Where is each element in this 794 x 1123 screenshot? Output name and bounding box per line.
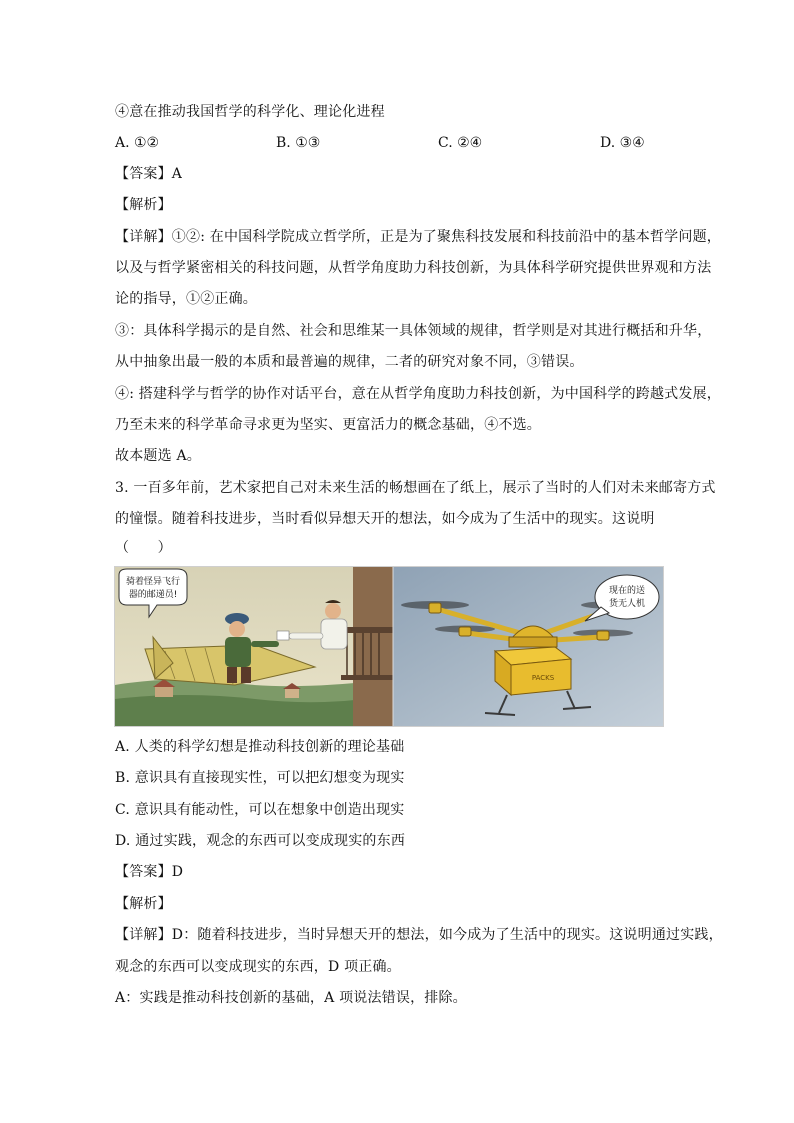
detail-paragraph: 乃至未来的科学革命寻求更为坚实、更富活力的概念基础，④不选。	[115, 417, 541, 433]
package-label: PACKS	[531, 674, 555, 682]
postman-body	[225, 637, 251, 667]
choice-c: C. ②④	[438, 135, 483, 151]
choice-d: D. 通过实践，观念的东西可以变成现实的东西	[115, 833, 406, 849]
detail-paragraph: 【详解】D：随着科技进步，当时异想天开的想法，如今成为了生活中的现实。这说明通过实践，	[115, 927, 723, 943]
question-3-figure	[114, 566, 664, 727]
letter	[277, 631, 289, 640]
figure-illustration	[115, 567, 663, 726]
right-bubble-text: 货无人机	[608, 599, 646, 609]
detail-paragraph: A：实践是推动科技创新的基础，A 项说法错误，排除。	[115, 990, 467, 1006]
detail-paragraph: 观念的东西可以变成现实的东西，D 项正确。	[115, 959, 401, 975]
building	[353, 567, 393, 726]
detail-paragraph: ③：具体科学揭示的是自然、社会和思维某一具体领域的规律，哲学则是对其进行概括和升华，	[115, 323, 712, 339]
conclusion-text: 故本题选 A。	[115, 448, 201, 464]
choice-a: A. 人类的科学幻想是推动科技创新的理论基础	[115, 739, 405, 755]
choice-b: B. 意识具有直接现实性，可以把幻想变为现实	[115, 770, 405, 786]
detail-paragraph: ④: 搭建科学与哲学的协作对话平台，意在从哲学角度助力科技创新，为中国科学的跨越式发展，	[115, 386, 721, 402]
recipient-body	[321, 619, 347, 649]
detail-paragraph: 论的指导，①②正确。	[115, 291, 257, 307]
choice-d: D. ③④	[600, 135, 645, 151]
analysis-label: 【解析】	[115, 896, 172, 912]
question-3-stem: 3. 一百多年前，艺术家把自己对未来生活的畅想画在了纸上，展示了当时的人们对未来邮寄方式	[115, 480, 716, 496]
analysis-label: 【解析】	[115, 197, 172, 213]
detail-paragraph: 【详解】①②: 在中国科学院成立哲学所，正是为了聚焦科技发展和科技前沿中的基本哲学问题，	[115, 229, 721, 245]
choice-a: A. ①②	[115, 135, 160, 151]
left-bubble-text: 器的邮递员!	[128, 590, 178, 600]
detail-paragraph: 从中抽象出最一般的本质和最普遍的规律，二者的研究对象不同，③错误。	[115, 354, 584, 370]
question-3-stem: 的憧憬。随着科技进步，当时看似异想天开的想法，如今成为了生活中的现实。这说明	[115, 511, 655, 527]
choice-c: C. 意识具有能动性，可以在想象中创造出现实	[115, 802, 405, 818]
detail-paragraph: 以及与哲学紧密相关的科技问题，从哲学角度助力科技创新，为具体科学研究提供世界观和方法	[115, 260, 712, 276]
question-3-blank: （ ）	[115, 540, 172, 556]
answer-label: 【答案】A	[115, 166, 183, 182]
answer-label: 【答案】D	[115, 864, 184, 880]
option-4-text: ④意在推动我国哲学的科学化、理论化进程	[115, 104, 385, 120]
left-bubble-text: 骑着怪异飞行	[125, 577, 181, 587]
right-bubble-text: 现在的送	[608, 586, 646, 596]
choice-b: B. ①③	[276, 135, 321, 151]
